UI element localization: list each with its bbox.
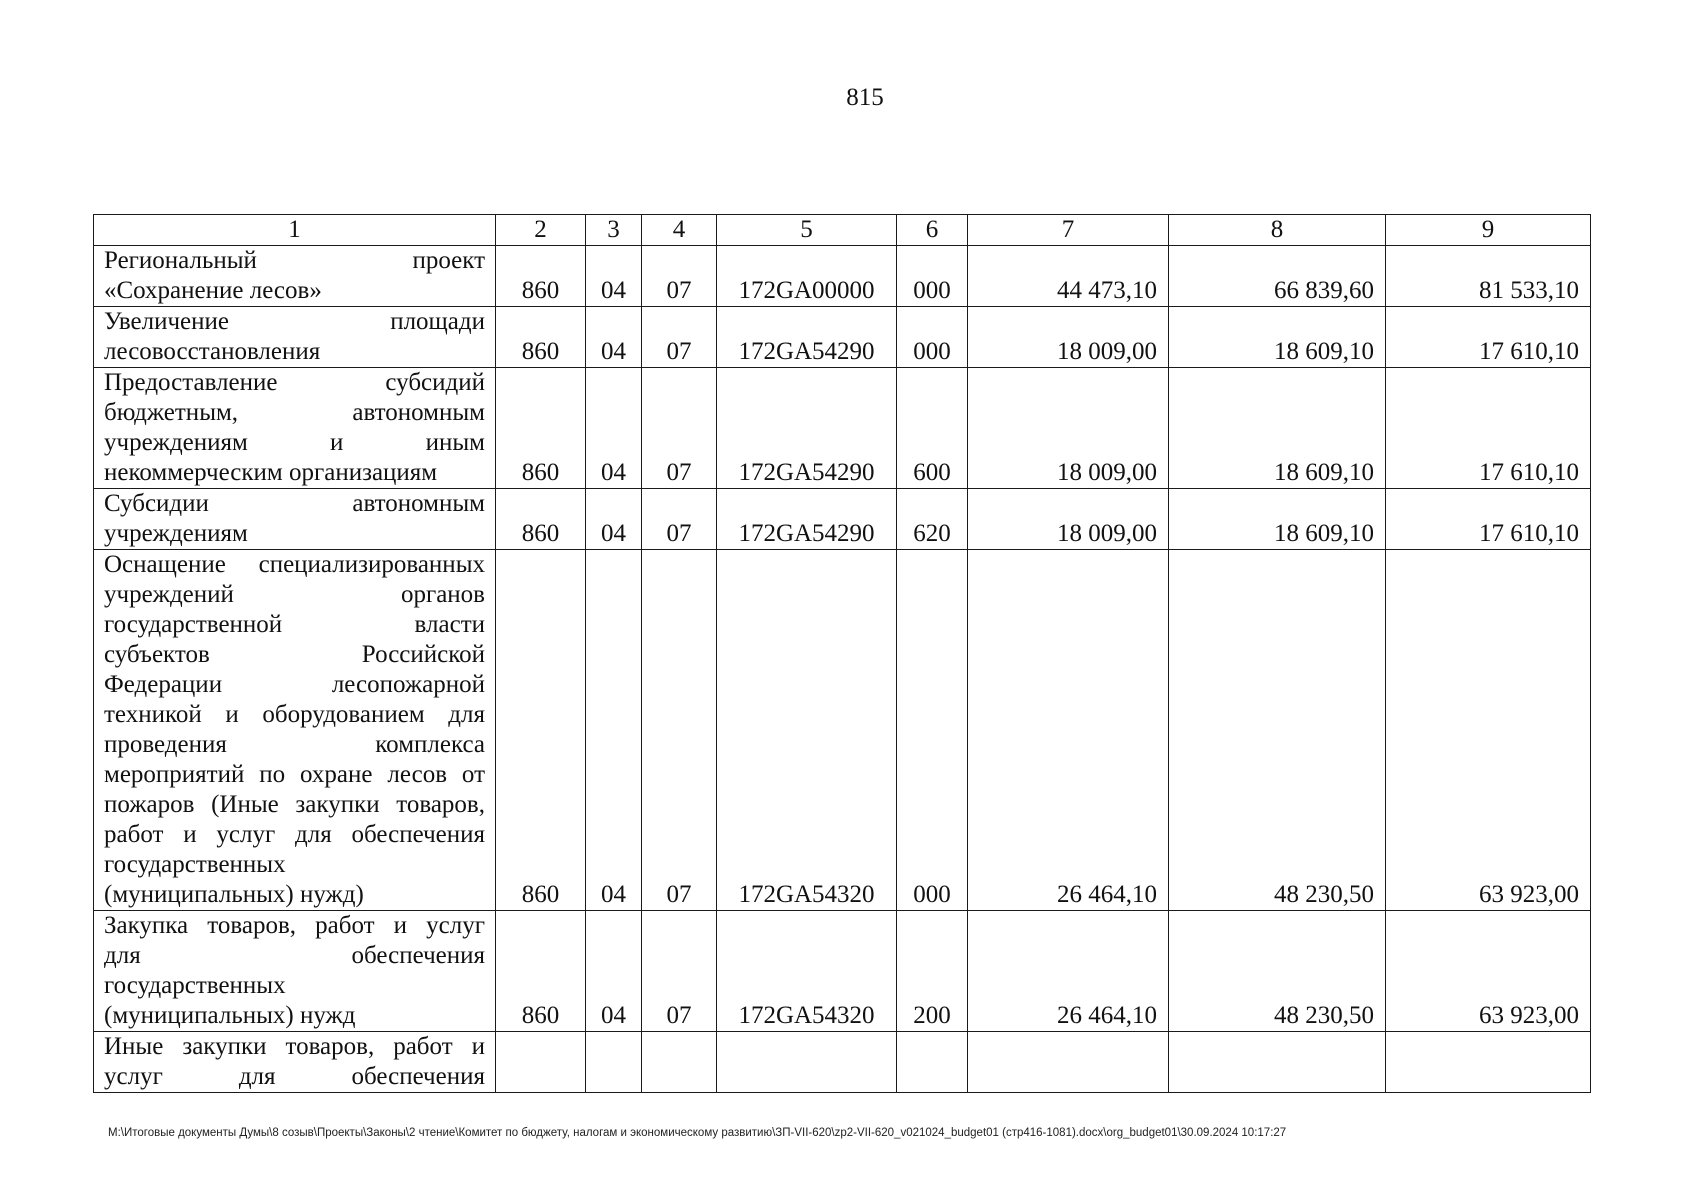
description-line: для обеспечения xyxy=(104,942,485,969)
cell-col7: 18 009,00 xyxy=(968,489,1169,550)
cell-col4: 07 xyxy=(642,368,717,489)
cell-col3: 04 xyxy=(586,489,642,550)
description-line: (муниципальных) нужд xyxy=(104,1002,356,1029)
column-header: 3 xyxy=(586,215,642,246)
table-row xyxy=(94,307,1591,368)
cell-col2: 860 xyxy=(496,489,586,550)
description-line: Предоставление субсидий xyxy=(104,369,485,396)
column-header: 4 xyxy=(642,215,717,246)
cell-col4: 07 xyxy=(642,489,717,550)
description-line: проведения комплекса xyxy=(104,731,485,758)
row-description xyxy=(94,550,496,911)
description-line: бюджетным, автономным xyxy=(104,399,485,426)
column-header: 2 xyxy=(496,215,586,246)
description-line: лесовосстановления xyxy=(104,338,321,365)
row-description xyxy=(94,911,496,1032)
cell-col5: 172GA54320 xyxy=(717,911,897,1032)
cell-col6 xyxy=(897,1032,968,1093)
description-line: государственных xyxy=(104,972,286,999)
table-row xyxy=(94,489,1591,550)
cell-col7: 18 009,00 xyxy=(968,307,1169,368)
cell-col5: 172GA54320 xyxy=(717,550,897,911)
cell-col3: 04 xyxy=(586,368,642,489)
cell-col5: 172GA00000 xyxy=(717,246,897,307)
description-line: «Сохранение лесов» xyxy=(104,277,322,304)
cell-col3: 04 xyxy=(586,550,642,911)
cell-col9: 81 533,10 xyxy=(1386,246,1591,307)
cell-col7: 26 464,10 xyxy=(968,911,1169,1032)
cell-col2 xyxy=(496,1032,586,1093)
description-line: Оснащение специализированных xyxy=(104,551,485,578)
cell-col5: 172GA54290 xyxy=(717,307,897,368)
cell-col3 xyxy=(586,1032,642,1093)
cell-col3: 04 xyxy=(586,307,642,368)
cell-col9: 17 610,10 xyxy=(1386,489,1591,550)
cell-col7: 26 464,10 xyxy=(968,550,1169,911)
description-line: государственной власти xyxy=(104,611,485,638)
description-line: Субсидии автономным xyxy=(104,490,485,517)
cell-col6: 200 xyxy=(897,911,968,1032)
cell-col6: 000 xyxy=(897,246,968,307)
budget-table xyxy=(93,214,1591,1093)
table-row xyxy=(94,368,1591,489)
column-header: 8 xyxy=(1169,215,1386,246)
cell-col6: 000 xyxy=(897,307,968,368)
description-line: государственных xyxy=(104,851,286,878)
cell-col6: 600 xyxy=(897,368,968,489)
cell-col2: 860 xyxy=(496,368,586,489)
description-line: работ и услуг для обеспечения xyxy=(104,821,485,848)
cell-col3: 04 xyxy=(586,911,642,1032)
row-description xyxy=(94,489,496,550)
cell-col7 xyxy=(968,1032,1169,1093)
description-line: субъектов Российской xyxy=(104,641,485,668)
cell-col9: 63 923,00 xyxy=(1386,550,1591,911)
table-row xyxy=(94,911,1591,1032)
description-line: учреждениям и иным xyxy=(104,429,485,456)
cell-col4 xyxy=(642,1032,717,1093)
cell-col4: 07 xyxy=(642,246,717,307)
row-description xyxy=(94,307,496,368)
table-header-row xyxy=(94,215,1591,246)
cell-col9: 17 610,10 xyxy=(1386,307,1591,368)
description-line: некоммерческим организациям xyxy=(104,459,438,486)
document-file-path: M:\Итоговые документы Думы\8 созыв\Проекты\Законы\2 чтение\Комитет по бюджету, налогам и экономическому развитию\ЗП-VII-620\zp2-VII-620_v021024_budget01 (стр416-1081).docx\org_budget01\30.09.2024 10:17:27 xyxy=(108,1127,1287,1139)
description-line: Закупка товаров, работ и услуг xyxy=(104,912,485,939)
cell-col4: 07 xyxy=(642,307,717,368)
cell-col9 xyxy=(1386,1032,1591,1093)
cell-col7: 18 009,00 xyxy=(968,368,1169,489)
description-line: услуг для обеспечения xyxy=(104,1063,485,1090)
cell-col6: 620 xyxy=(897,489,968,550)
description-line: мероприятий по охране лесов от xyxy=(104,761,485,788)
cell-col9: 63 923,00 xyxy=(1386,911,1591,1032)
cell-col7: 44 473,10 xyxy=(968,246,1169,307)
cell-col2: 860 xyxy=(496,246,586,307)
cell-col6: 000 xyxy=(897,550,968,911)
column-header: 9 xyxy=(1386,215,1591,246)
cell-col4: 07 xyxy=(642,911,717,1032)
description-line: учреждений органов xyxy=(104,581,485,608)
cell-col8: 48 230,50 xyxy=(1169,550,1386,911)
cell-col2: 860 xyxy=(496,307,586,368)
description-line: (муниципальных) нужд) xyxy=(104,881,364,908)
description-line: Иные закупки товаров, работ и xyxy=(104,1033,485,1060)
description-line: пожаров (Иные закупки товаров, xyxy=(104,791,485,818)
table-row xyxy=(94,246,1591,307)
cell-col8: 18 609,10 xyxy=(1169,489,1386,550)
description-line: учреждениям xyxy=(104,520,248,547)
column-header: 1 xyxy=(94,215,496,246)
cell-col3: 04 xyxy=(586,246,642,307)
row-description xyxy=(94,368,496,489)
description-line: Увеличение площади xyxy=(104,308,485,335)
cell-col5 xyxy=(717,1032,897,1093)
column-header: 6 xyxy=(897,215,968,246)
table-row xyxy=(94,1032,1591,1093)
column-header: 5 xyxy=(717,215,897,246)
cell-col5: 172GA54290 xyxy=(717,368,897,489)
row-description xyxy=(94,1032,496,1093)
cell-col8: 18 609,10 xyxy=(1169,368,1386,489)
cell-col8: 18 609,10 xyxy=(1169,307,1386,368)
table-row xyxy=(94,550,1591,911)
page-number: 815 xyxy=(846,84,884,111)
cell-col9: 17 610,10 xyxy=(1386,368,1591,489)
description-line: техникой и оборудованием для xyxy=(104,701,485,728)
cell-col5: 172GA54290 xyxy=(717,489,897,550)
cell-col8 xyxy=(1169,1032,1386,1093)
cell-col2: 860 xyxy=(496,911,586,1032)
description-line: Федерации лесопожарной xyxy=(104,671,485,698)
cell-col8: 66 839,60 xyxy=(1169,246,1386,307)
description-line: Региональный проект xyxy=(104,247,485,274)
cell-col4: 07 xyxy=(642,550,717,911)
cell-col2: 860 xyxy=(496,550,586,911)
row-description xyxy=(94,246,496,307)
cell-col8: 48 230,50 xyxy=(1169,911,1386,1032)
column-header: 7 xyxy=(968,215,1169,246)
